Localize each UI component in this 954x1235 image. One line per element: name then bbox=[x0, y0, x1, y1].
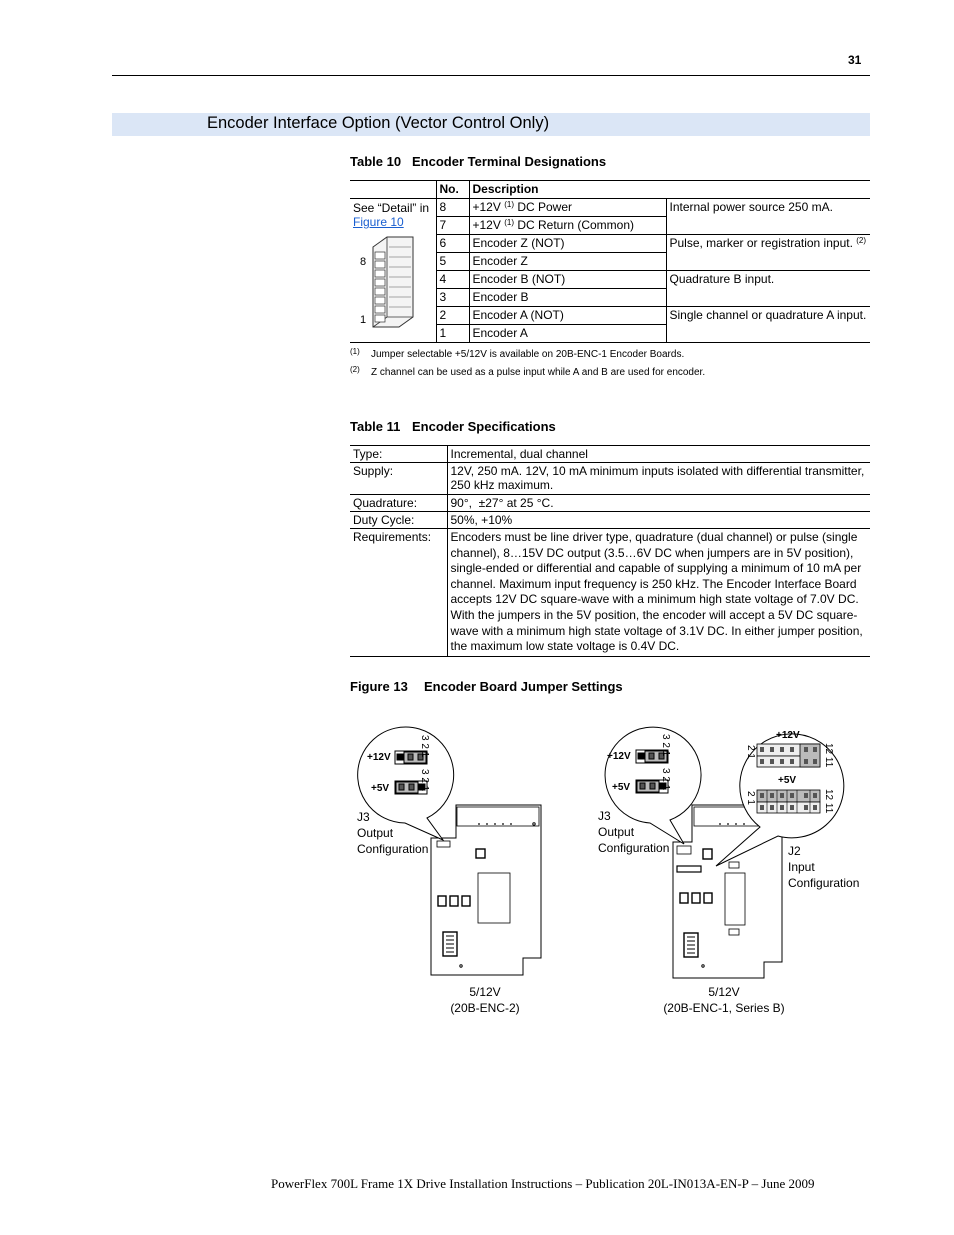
table10-no-2: 2 bbox=[436, 307, 469, 325]
right-j3-label: J3 Output Configuration bbox=[598, 809, 670, 855]
right-pins-bottom: 3 2 1 bbox=[660, 768, 671, 791]
table10-caption-title: Encoder Terminal Designations bbox=[412, 154, 607, 169]
right-pins-top: 3 2 1 bbox=[660, 734, 671, 757]
j2-left-pins-top: 2 1 bbox=[745, 745, 756, 759]
table11-caption bbox=[350, 419, 556, 434]
figure13-caption-num: Figure 13 bbox=[350, 679, 408, 694]
table10-desc-7: +12V $^{(1)}$ DC Return (Common) bbox=[469, 217, 666, 235]
footnote-1 bbox=[350, 349, 870, 363]
table10-desc-2: Encoder A (NOT) bbox=[469, 307, 666, 325]
table10-no-4: 4 bbox=[436, 271, 469, 289]
left-pins-top: 3 2 1 bbox=[419, 735, 430, 758]
table10-no-3: 3 bbox=[436, 289, 469, 307]
table10-no-8: 8 bbox=[436, 199, 469, 217]
header-rule bbox=[112, 75, 870, 76]
table10-desc-3: Encoder B bbox=[469, 289, 666, 307]
connector-illustration bbox=[353, 229, 433, 339]
spec-value-requirements: Encoders must be line driver type, quadrature (dual channel) or pulse (single channel), 8…15V DC output (3.5…6V DC when jumpers are in 5V position), single-ended or differential and capable of supplying a minimum of 10 mA per channel. Maximum input frequency is 250 kHz. The Encoder Interface Board accepts 12V DC square-wave with a minimum high state voltage of 7.0V DC. With the jumpers in the 5V position, the encoder will accept a 5V DC square-wave with a minimum high state voltage of 3.1V DC. In either jumper position, the maximum low state voltage is 0.4V DC. bbox=[447, 529, 870, 657]
footnote-2-text: Z channel can be used as a pulse input while A and B are used for encoder. bbox=[371, 367, 706, 378]
spec-label-requirements: Requirements: bbox=[350, 529, 447, 657]
table10-no-1: 1 bbox=[436, 325, 469, 343]
table-row bbox=[350, 463, 870, 495]
left-plus5-label: +5V bbox=[371, 783, 390, 794]
table10-desc-5: Encoder Z bbox=[469, 253, 666, 271]
table10-header-desc: Description bbox=[469, 181, 870, 199]
table10-note-b: Quadrature B input. bbox=[666, 271, 870, 307]
table-row bbox=[350, 512, 870, 529]
table10-desc-6: Encoder Z (NOT) bbox=[469, 235, 666, 253]
table10-header-no: No. bbox=[436, 181, 469, 199]
connector-label-1: 1 bbox=[360, 314, 367, 326]
right-j2-label: J2 Input Configuration bbox=[788, 844, 860, 890]
right-j2-plus12-label: +12V bbox=[776, 730, 800, 741]
table-row bbox=[350, 495, 870, 512]
page-number: 31 bbox=[848, 53, 862, 67]
spec-value-supply: 12V, 250 mA. 12V, 10 mA minimum inputs isolated with differential transmitter, 250 kHz maximum. bbox=[447, 463, 870, 495]
j2-right-pins-top: 12 11 bbox=[823, 743, 834, 768]
section-title: Encoder Interface Option (Vector Control Only) bbox=[207, 114, 550, 132]
left-board-label: 5/12V (20B-ENC-2) bbox=[450, 985, 520, 1015]
table10-caption-num: Table 10 bbox=[350, 154, 402, 169]
page-footer: PowerFlex 700L Frame 1X Drive Installation Instructions – Publication 20L-IN013A-EN-P – June 2009 bbox=[271, 1176, 815, 1191]
footnote-1-mark: (1) bbox=[350, 347, 360, 356]
table10-desc-4: Encoder B (NOT) bbox=[469, 271, 666, 289]
left-plus12-label: +12V bbox=[367, 752, 391, 763]
table10-desc-8: +12V $^{(1)}$ DC Power bbox=[469, 199, 666, 217]
right-board-label: 5/12V (20B-ENC-1, Series B) bbox=[663, 985, 785, 1015]
table11-caption-title: Encoder Specifications bbox=[412, 419, 556, 434]
right-plus12-label: +12V bbox=[607, 751, 631, 762]
figure13-caption-title: Encoder Board Jumper Settings bbox=[424, 679, 623, 694]
encoder-specifications-table bbox=[350, 445, 870, 657]
table10-no-6: 6 bbox=[436, 235, 469, 253]
table10-desc-1: Encoder A bbox=[469, 325, 666, 343]
detail-text: See “Detail” in bbox=[353, 201, 430, 215]
table10-no-7: 7 bbox=[436, 217, 469, 235]
spec-label-supply: Supply: bbox=[350, 463, 447, 495]
table10-detail-cell bbox=[350, 199, 436, 343]
table10-note-z: Pulse, marker or registration input. $^{(2)}$ bbox=[666, 235, 870, 271]
spec-label-quadrature: Quadrature: bbox=[350, 495, 447, 512]
right-plus5-label: +5V bbox=[612, 782, 631, 793]
spec-label-duty: Duty Cycle: bbox=[350, 512, 447, 529]
table10-blank-header bbox=[350, 181, 436, 199]
table10-note-power: Internal power source 250 mA. bbox=[666, 199, 870, 235]
table10-note-a: Single channel or quadrature A input. bbox=[666, 307, 870, 343]
table10-no-5: 5 bbox=[436, 253, 469, 271]
footnote-2-mark: (2) bbox=[350, 365, 360, 374]
figure13-caption bbox=[350, 679, 623, 694]
left-pins-bottom: 3 2 1 bbox=[419, 769, 430, 792]
connector-label-8: 8 bbox=[360, 256, 367, 268]
footnote-1-text: Jumper selectable +5/12V is available on 20B-ENC-1 Encoder Boards. bbox=[371, 349, 685, 360]
j2-left-pins-bottom: 2 1 bbox=[745, 791, 756, 805]
left-j3-label: J3 Output Configuration bbox=[357, 810, 429, 856]
j2-right-pins-bottom: 12 11 bbox=[823, 789, 834, 814]
encoder-terminal-table bbox=[350, 180, 870, 343]
left-board-outline bbox=[431, 805, 541, 975]
spec-value-duty: 50%, +10% bbox=[447, 512, 870, 529]
table-row bbox=[350, 446, 870, 463]
table11-caption-num: Table 11 bbox=[350, 419, 401, 434]
spec-value-quadrature: 90°, ±27° at 25 °C. bbox=[447, 495, 870, 512]
footnote-2 bbox=[350, 367, 870, 381]
terminal-block-icon bbox=[365, 229, 425, 339]
figure10-link[interactable]: Figure 10 bbox=[353, 215, 404, 229]
table-row bbox=[350, 529, 870, 657]
spec-value-type: Incremental, dual channel bbox=[447, 446, 870, 463]
spec-label-type: Type: bbox=[350, 446, 447, 463]
right-j2-plus5-label: +5V bbox=[778, 775, 797, 786]
table10-caption bbox=[350, 154, 606, 169]
